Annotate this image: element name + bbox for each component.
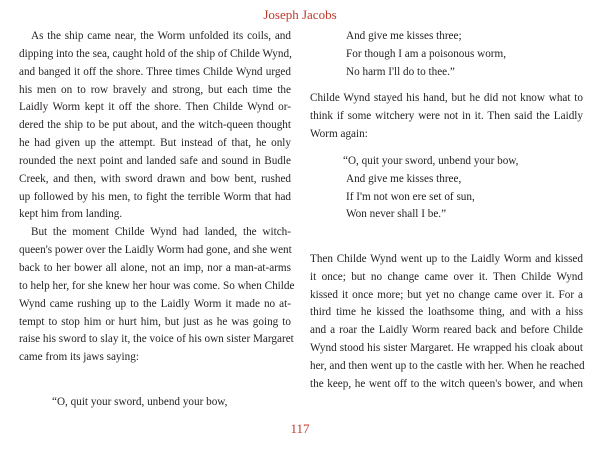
verse-line: No harm I'll do to thee.” xyxy=(346,65,455,78)
text-line: came from its jaws saying: xyxy=(19,351,139,364)
text-line: queen's power over the Laidly Worm had gone, and she went xyxy=(19,244,292,257)
text-line: Worm again: xyxy=(310,128,368,141)
verse-line: And give me kisses three; xyxy=(346,30,462,42)
text-line: Laidly Worm kept it off the shore. Then Childe Wynd or- xyxy=(19,101,291,114)
text-line: dipping into the sea, caught hold of the ship of Childe Wynd, xyxy=(19,47,292,60)
verse xyxy=(310,28,583,82)
text-line: he had given up the attempt. But instead of that, he only xyxy=(19,137,291,150)
text-line: Childe Wynd stayed his hand, but he did not know what to xyxy=(310,92,583,105)
text-line: As the ship came near, the Worm unfolded its coils, and xyxy=(31,30,291,42)
text-line: Wynd stood his sister Margaret. He wrapped his cloak about xyxy=(310,342,583,355)
text-line: his men on to row bravely and strong, but each time the xyxy=(19,83,291,96)
page-number: 117 xyxy=(290,421,310,436)
text-line: Creek, and then, with sword drawn and bow bent, rushed xyxy=(19,172,291,185)
text-line: the keep, he went off to the witch queen's bower, and when xyxy=(310,377,583,390)
left-column xyxy=(19,28,295,412)
text-line: raise his sword to slay it, the voice of his own sister Margaret xyxy=(19,333,294,346)
text-line: Then Childe Wynd went up to the Laidly Worm and kissed xyxy=(310,252,583,265)
text-line: rounded the next point and landed safe and sound in Budle xyxy=(19,154,291,167)
verse-line: “O, quit your sword, unbend your bow, xyxy=(343,154,519,167)
right-column xyxy=(310,28,583,394)
verse-line: “O, quit your sword, unbend your bow, xyxy=(52,395,228,408)
text-line: dered the ship to be put about, and the witch-queen thought xyxy=(19,119,291,132)
paragraph xyxy=(310,90,583,144)
paragraph xyxy=(19,28,291,224)
verse xyxy=(310,153,583,224)
text-line: think if some witchery were not in it. Then said the Laidly xyxy=(310,110,583,123)
verse-line: For though I am a poisonous worm, xyxy=(346,47,507,60)
paragraph xyxy=(310,251,583,394)
verse-line: If I'm not won ere set of sun, xyxy=(346,190,475,203)
text-line: up followed by his men, to fight the terrible Worm that had xyxy=(19,190,291,203)
verse-line: And give me kisses three, xyxy=(346,172,462,185)
text-line: back to her bower all alone, not an imp, nor a man-at-arms xyxy=(19,261,291,274)
text-line: third time he kissed the loathsome thing, and with a hiss xyxy=(310,306,583,319)
text-line: and a roar the Laidly Worm reared back and before Childe xyxy=(310,324,583,337)
text-line: her, and then went up to the castle with her. When he reached xyxy=(310,360,585,373)
text-line: But the moment Childe Wynd had landed, the witch- xyxy=(31,226,291,239)
paragraph xyxy=(19,224,295,367)
text-line: it once; but no change came over it. Then Childe Wynd xyxy=(310,270,583,283)
text-line: Wynd came rushing up to the Laidly Worm it made no at- xyxy=(19,297,291,310)
running-header: Joseph Jacobs xyxy=(263,7,337,22)
text-line: to help her, for she knew her hour was come. So when Childe xyxy=(19,279,295,292)
text-line: and banged it off the shore. Three times Childe Wynd urged xyxy=(19,65,291,78)
text-line: tempt to stop him or hurt him, but just as he was going to xyxy=(19,315,291,328)
verse-line: Won never shall I be.” xyxy=(346,208,447,221)
text-line: kept him from landing. xyxy=(19,208,123,221)
text-line: kissed it once more; but yet no change came over it. For a xyxy=(310,288,583,301)
